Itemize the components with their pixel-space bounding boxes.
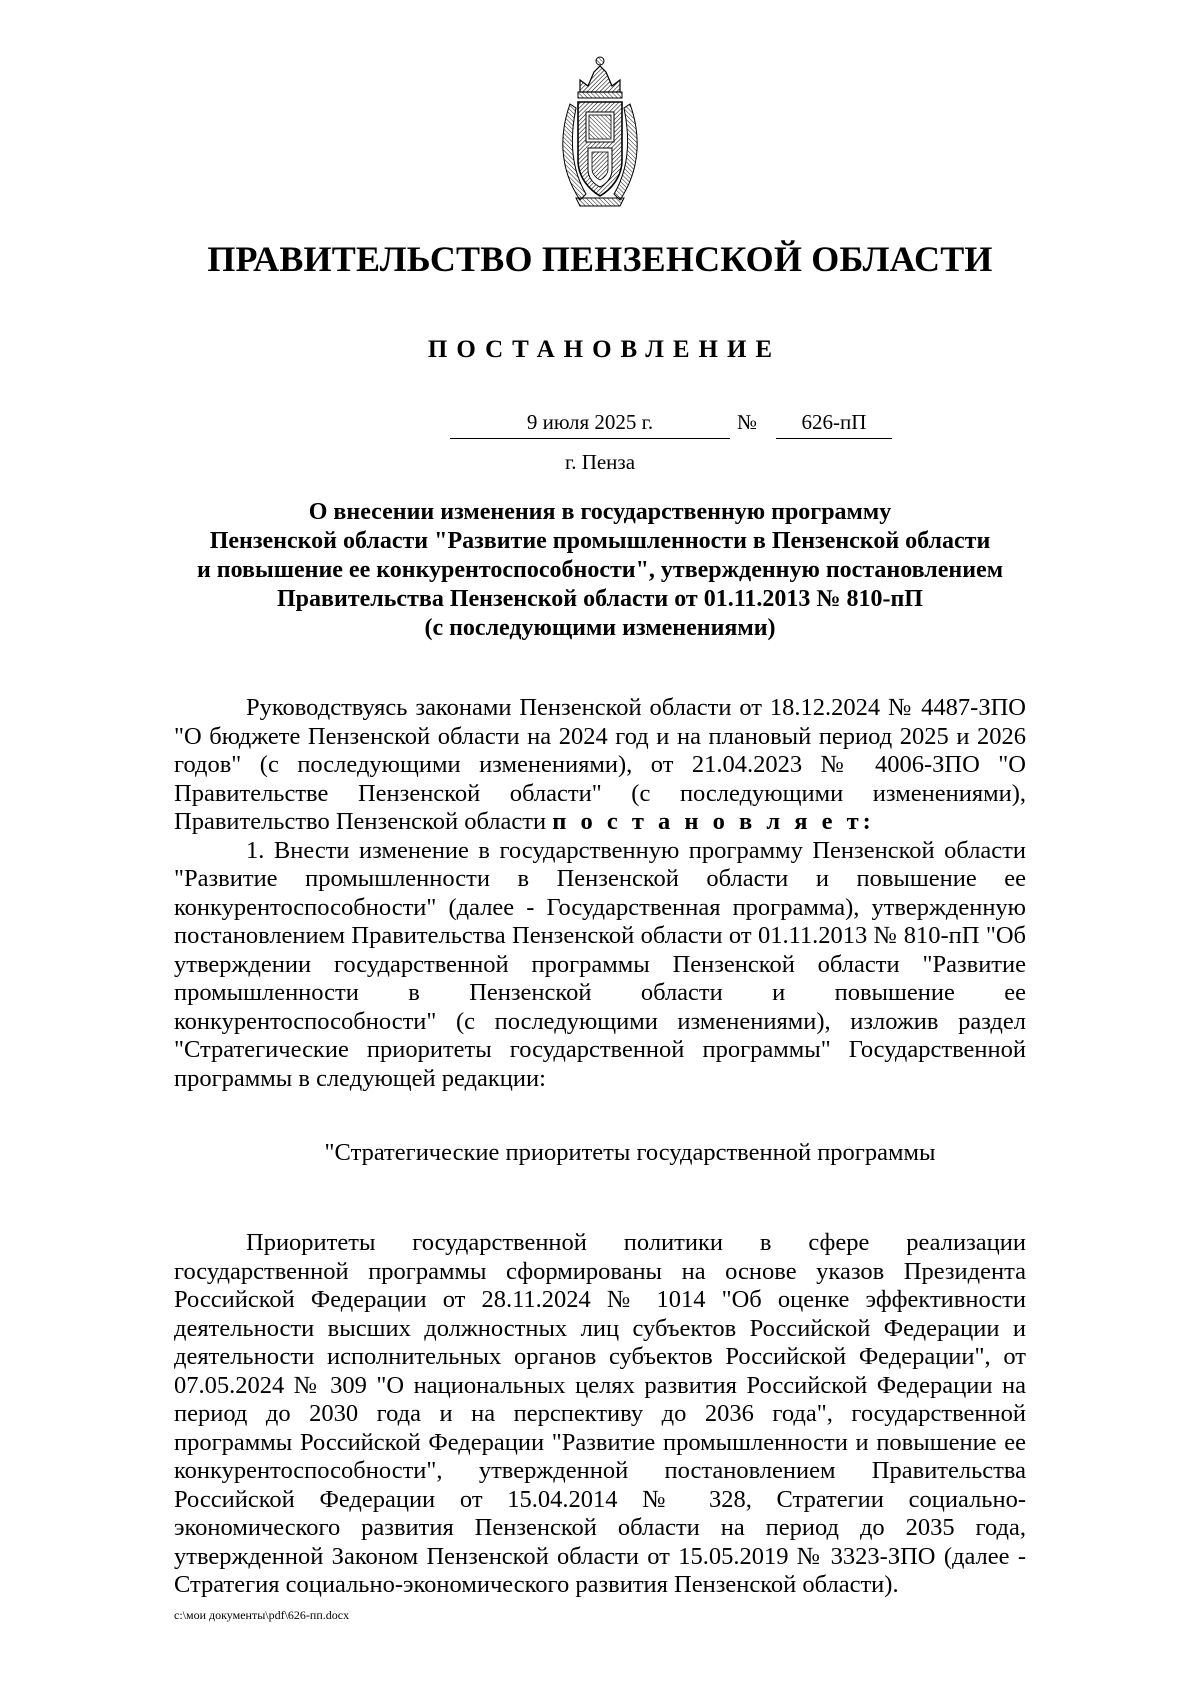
decree-word: п о с т а н о в л я е т: (552, 808, 875, 835)
section-heading: "Стратегические приоритеты государственной программы (324, 1139, 936, 1166)
priorities-section (174, 1229, 1026, 1600)
document-subject (150, 498, 1050, 643)
document-type: ПОСТАНОВЛЕНИЕ (427, 336, 782, 363)
preamble-text: Руководствуясь законами Пензенской области от 18.12.2024 № 4487-ЗПО "О бюджете Пензенской области на 2024 год и на плановый период 2025 и 2026 годов" (с последующими изменениями), от 21.04.2023 № 4006-ЗПО "О Правительстве Пензенской области" (с последующими изменениями), Правительство Пензенской области (174, 694, 1026, 835)
document-number: 626-пП (776, 408, 892, 439)
item-1-paragraph: 1. Внести изменение в государственную программу Пензенской области "Развитие промышленности в Пензенской области и повышение ее конкурентоспособности" (далее - Государственная программа), утвержденную постановлением Правительства Пензенской области от 01.11.2013 № 810-пП "Об утверждении государственной программы Пензенской области "Развитие промышленности в Пензенской области и повышение ее конкурентоспособности" (с последующими изменениями), изложив раздел "Стратегические приоритеты государственной программы" Государственной программы в следующей редакции: (174, 836, 1026, 1092)
subject-line: Пензенской области "Развитие промышленности в Пензенской области (209, 528, 991, 554)
file-path: c:\мои документы\pdf\626-пп.docx (174, 1608, 350, 1622)
subject-line: Правительства Пензенской области от 01.11.2013 № 810-пП (277, 586, 923, 612)
government-title: ПРАВИТЕЛЬСТВО ПЕНЗЕНСКОЙ ОБЛАСТИ (207, 239, 993, 279)
preamble-paragraph (174, 694, 1026, 837)
subject-line: и повышение ее конкурентоспособности", утвержденную постановлением (196, 557, 1004, 583)
priorities-paragraph: Приоритеты государственной политики в сфере реализации государственной программы сформированы на основе указов Президента Российской Федерации от 28.11.2024 № 1014 "Об оценке эффективности деятельности высших должностных лиц субъектов Российской Федерации и деятельности исполнительных органов субъектов Российской Федерации", от 07.05.2024 № 309 "О национальных целях развития Российской Федерации на период до 2030 года и на перспективу до 2036 года", государственной программы Российской Федерации "Развитие промышленности и повышение ее конкурентоспособности", утвержденной постановлением Правительства Российской Федерации от 15.04.2014 № 328, Стратегии социально-экономического развития Пензенской области на период до 2035 года, утвержденной Законом Пензенской области от 15.05.2019 № 3323-ЗПО (далее - Стратегия социально-экономического развития Пензенской области). (174, 1229, 1026, 1598)
document-date: 9 июля 2025 г. (450, 408, 730, 439)
city: г. Пенза (564, 450, 636, 474)
number-sign: № (737, 410, 758, 434)
subject-line: О внесении изменения в государственную программу (308, 499, 892, 525)
document-body (174, 694, 1026, 1093)
subject-line: (с последующими изменениями) (424, 615, 776, 641)
coat-of-arms-icon (550, 52, 650, 212)
